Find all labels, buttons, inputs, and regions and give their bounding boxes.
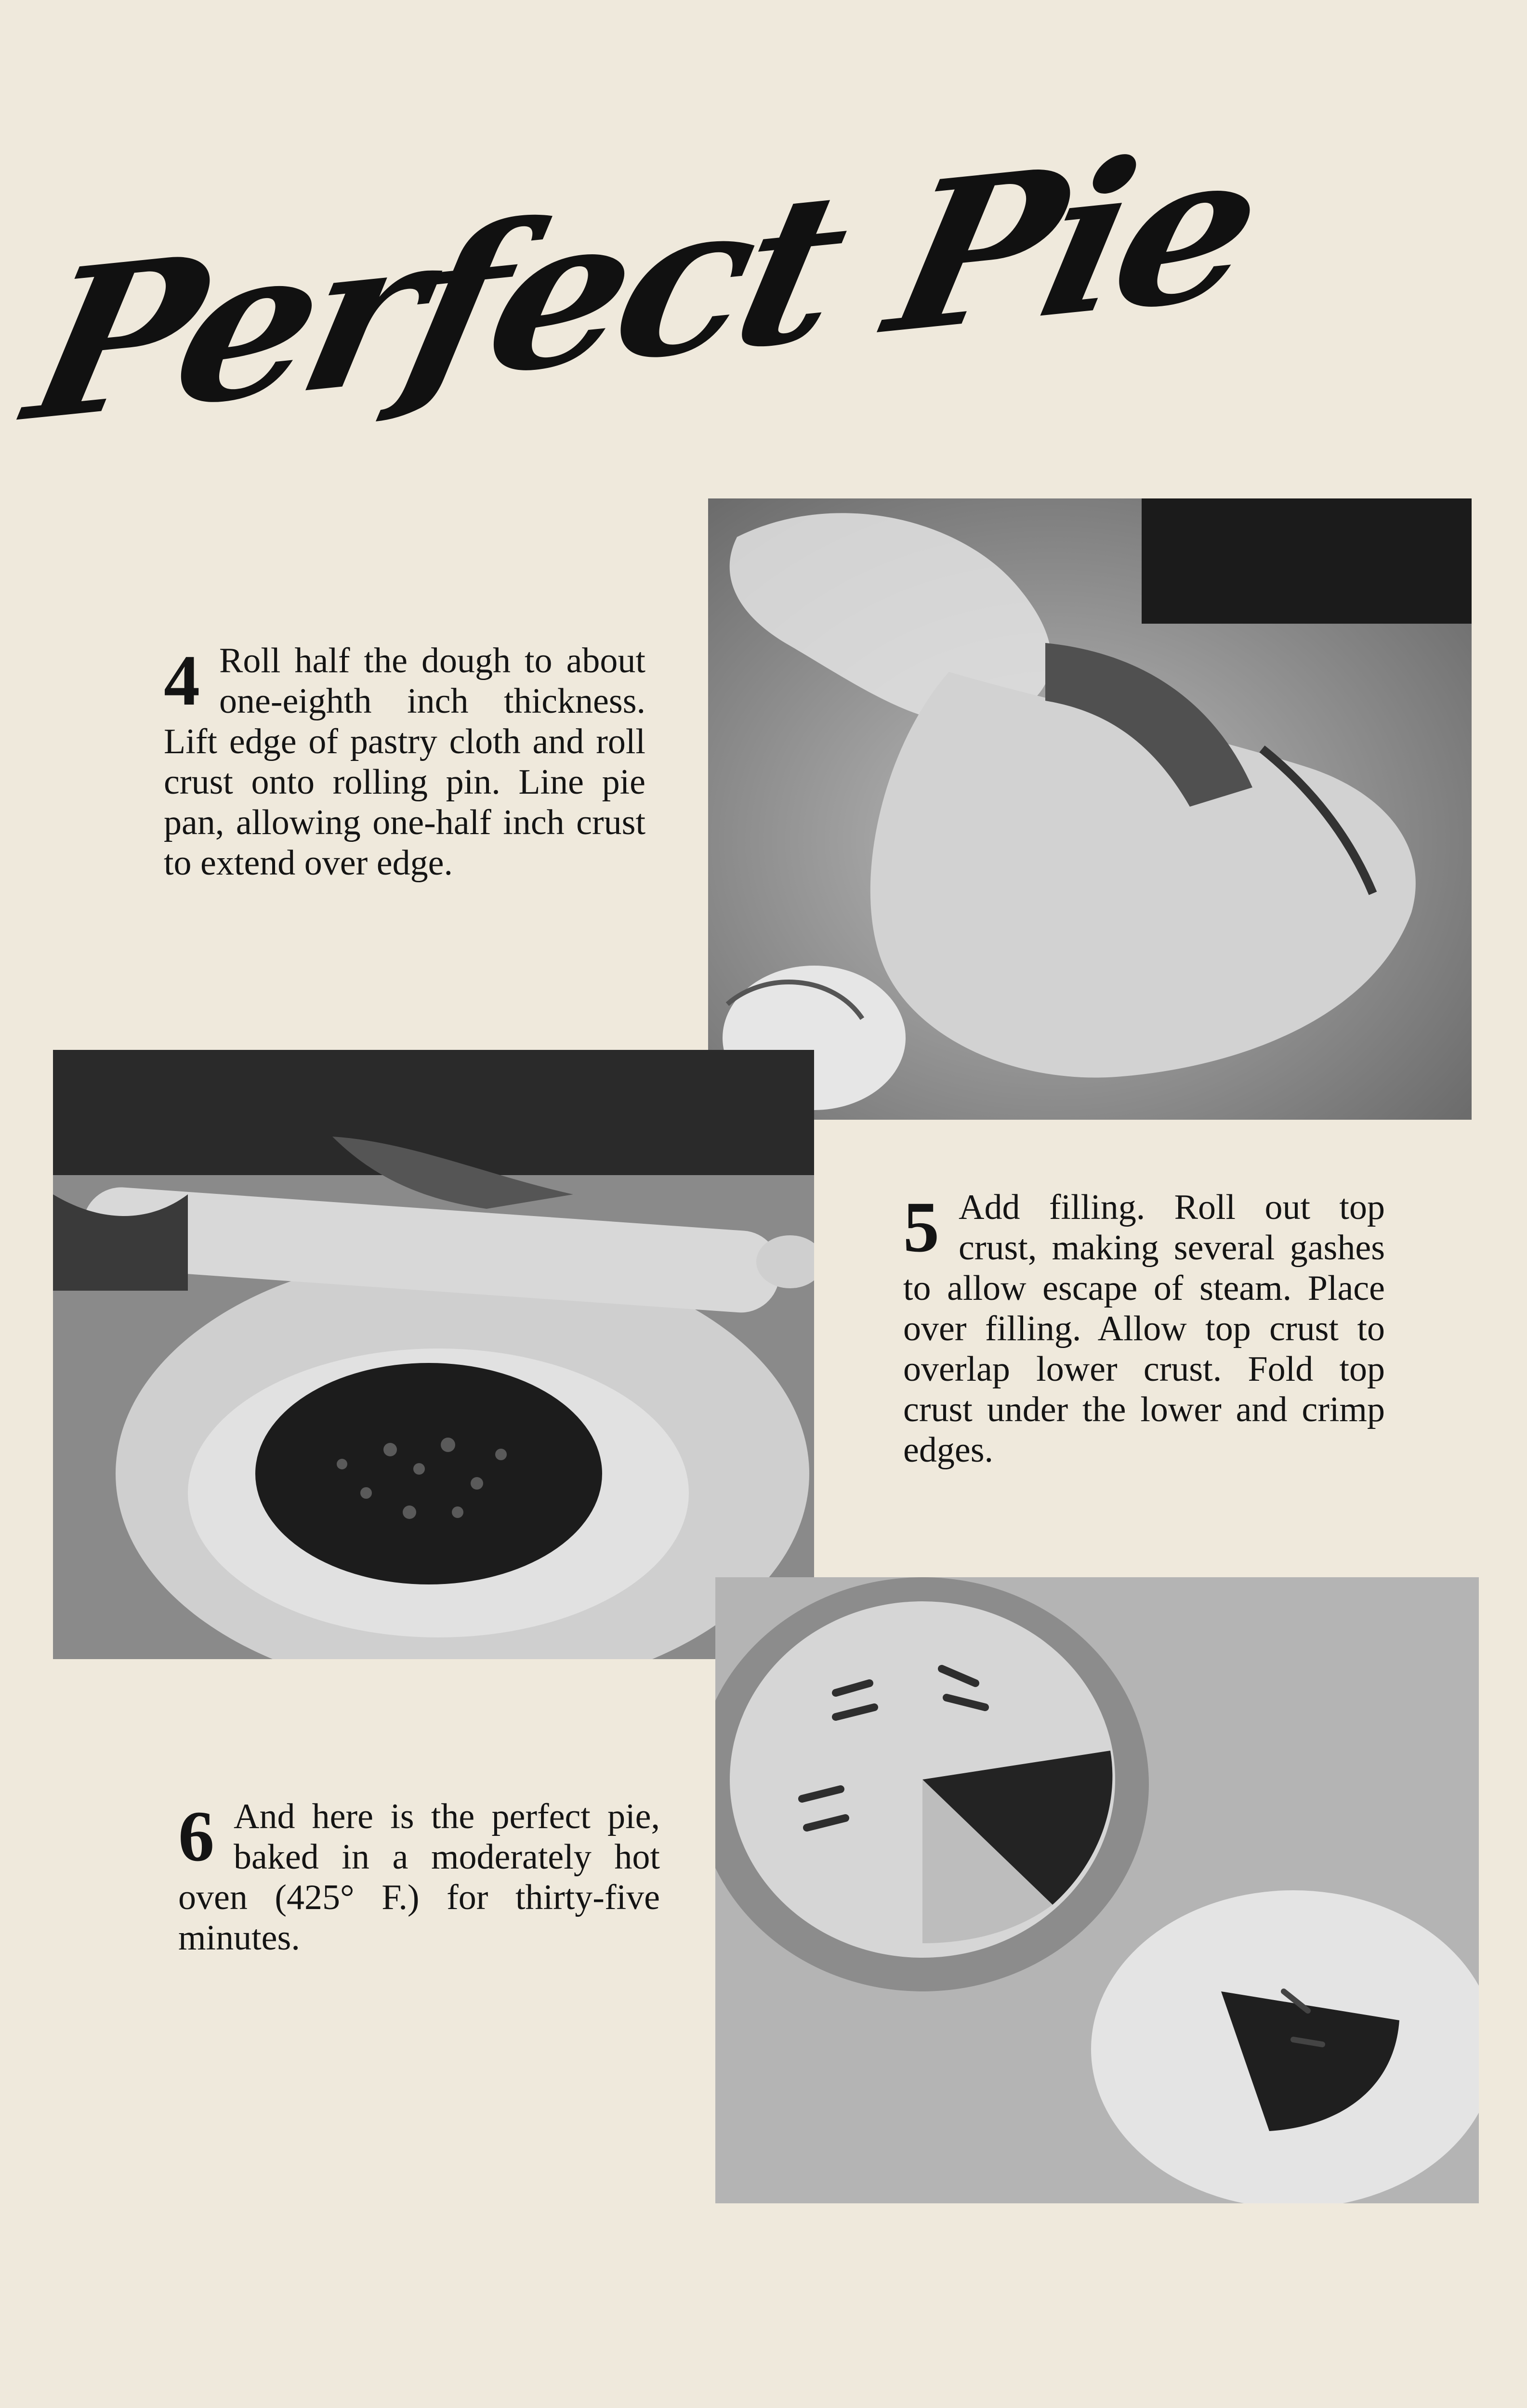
photo-top-crust (53, 1050, 814, 1659)
step-5-number: 5 (903, 1187, 939, 1267)
step-5 (903, 1187, 1385, 1470)
photo-baked-pie (715, 1577, 1479, 2203)
page-title: Perfect Pie (10, 103, 1274, 468)
step-5-text: Add filling. Roll out top crust, making several gashes to allow escape of steam. Place over filling. Allow top crust to overlap lower crust. Fold top crust under the lower and crimp edges. (903, 1188, 1385, 1470)
step-4-number: 4 (164, 641, 200, 720)
step-6-text: And here is the perfect pie, baked in a moderately hot oven (425° F.) for thirty-five minutes. (178, 1797, 660, 1958)
step-4-text: Roll half the dough to about one-eighth inch thickness. Lift edge of pastry cloth and roll crust onto rolling pin. Line pie pan, allowing one-half inch crust to extend over edge. (164, 641, 645, 883)
page-title-block (5, 103, 1274, 468)
photo-lining-pie-pan (708, 498, 1472, 1120)
step-6-number: 6 (178, 1796, 214, 1876)
step-4 (164, 641, 645, 883)
step-6 (178, 1796, 660, 1958)
